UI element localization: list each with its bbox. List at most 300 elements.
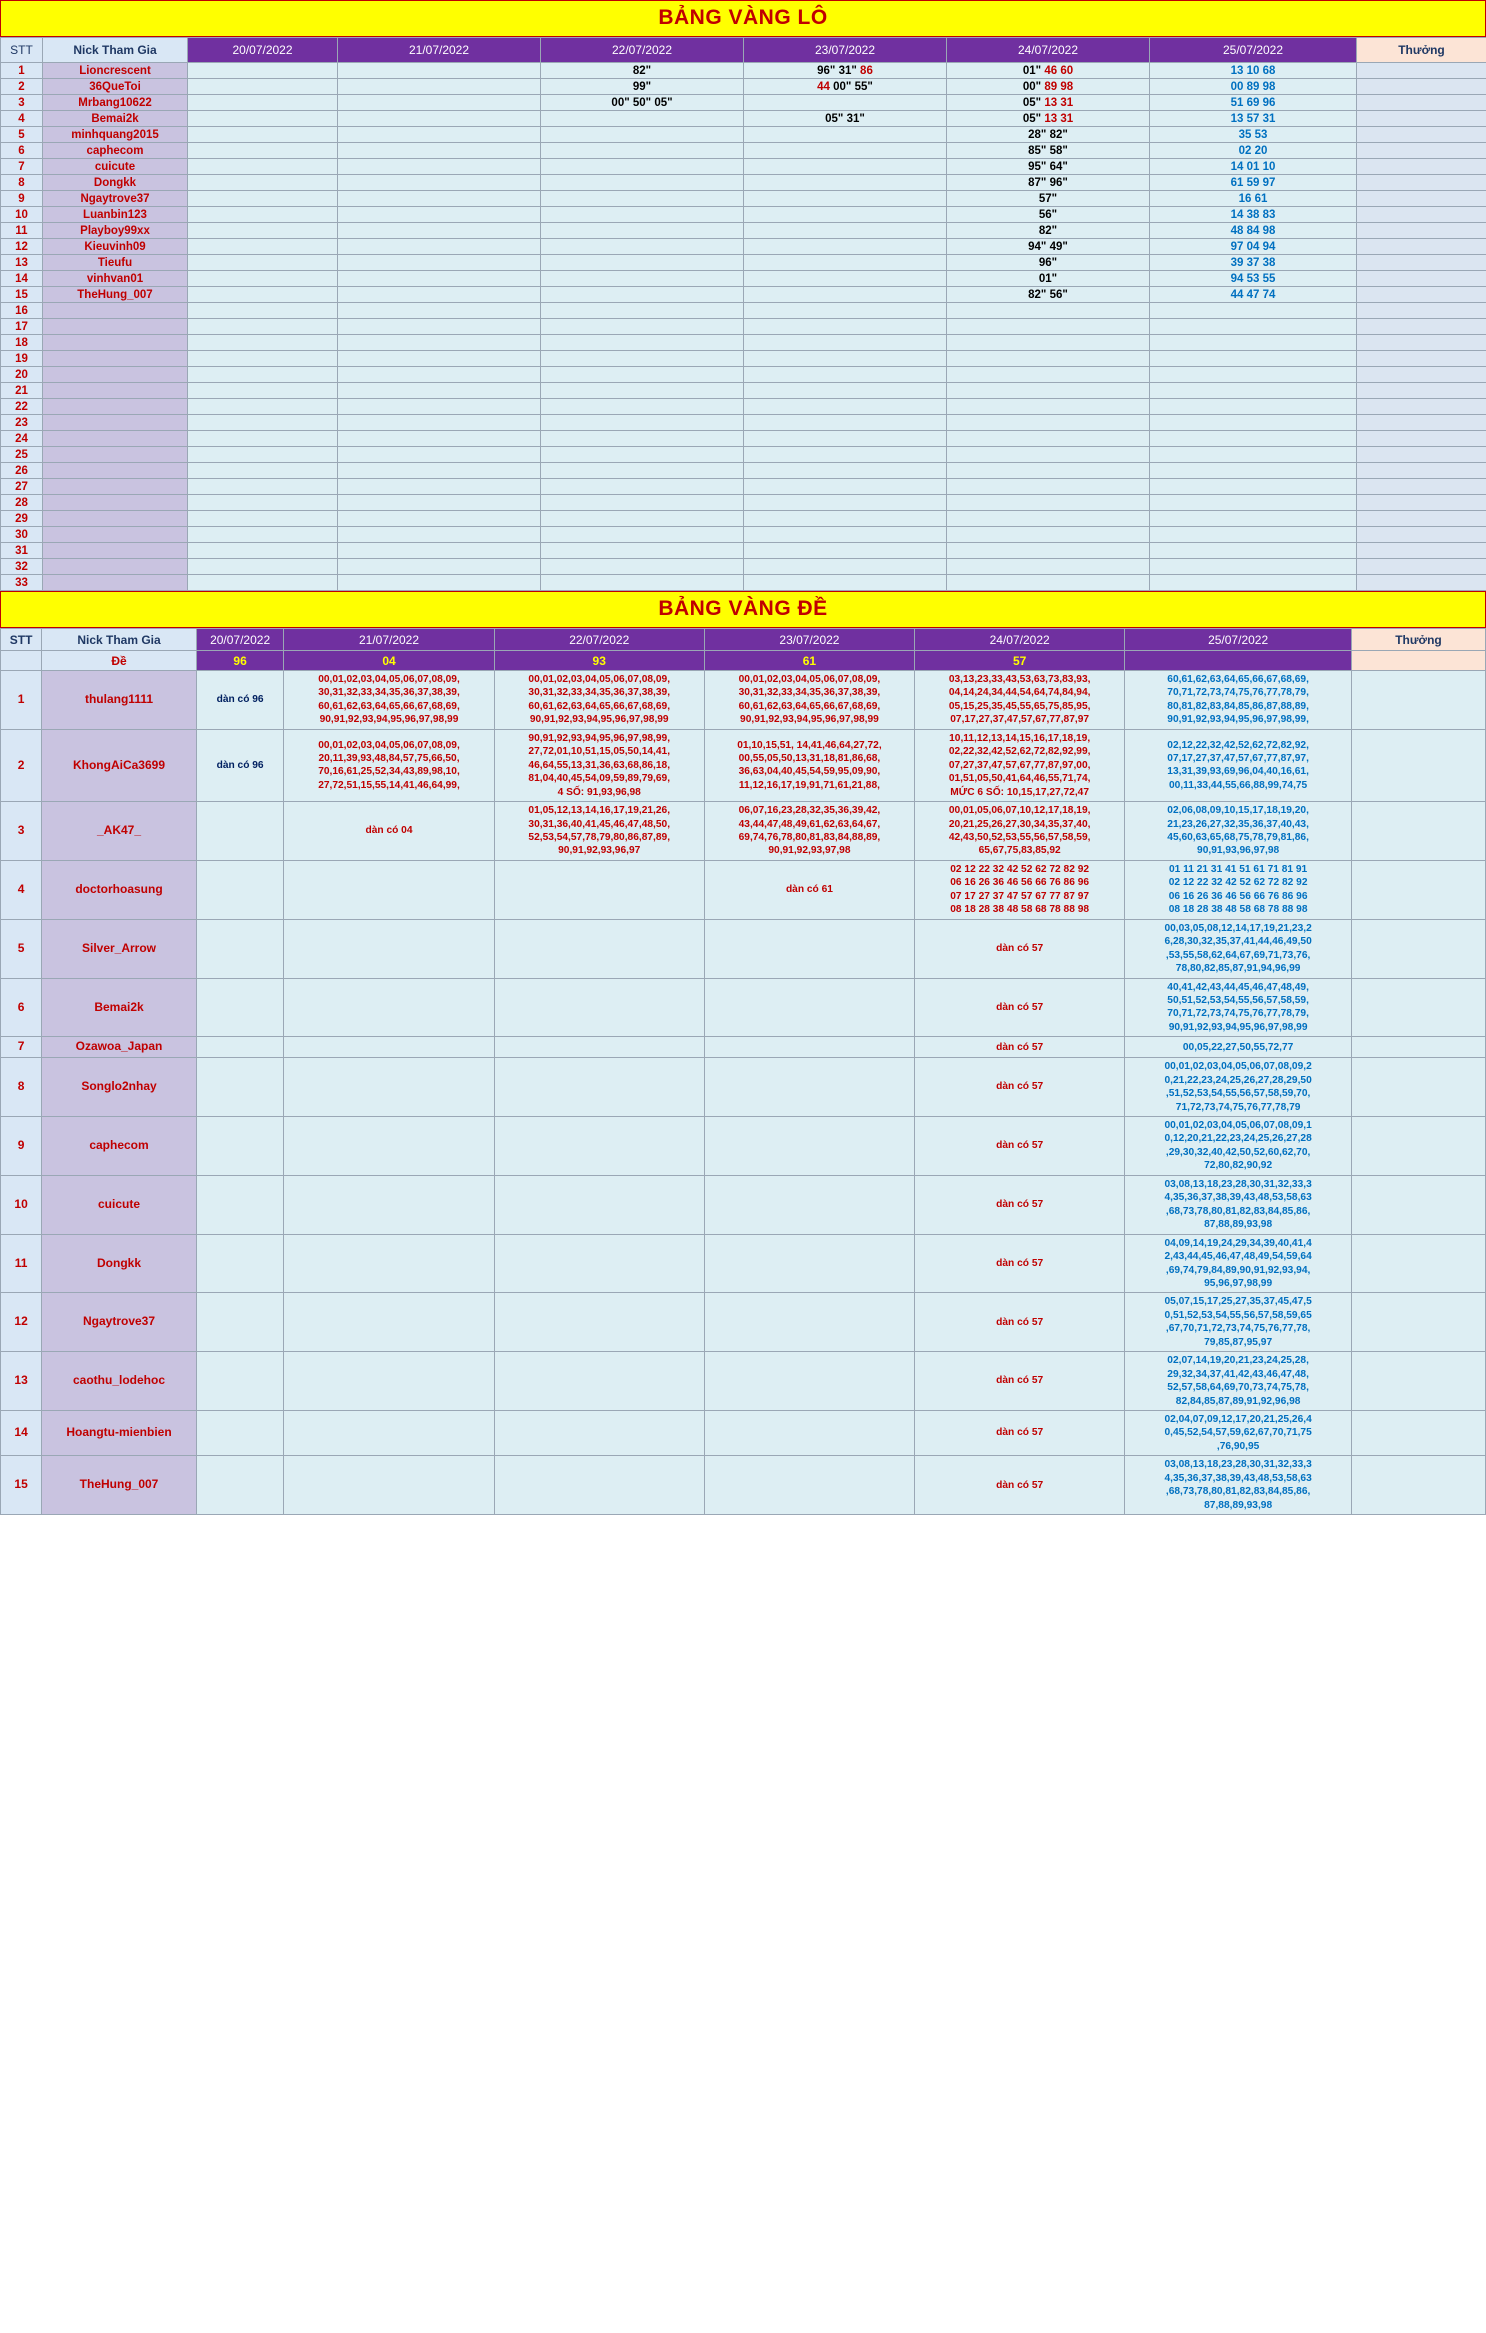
lo-cell-day-4: [744, 303, 947, 319]
lo-cell-win: 48 84 98: [1150, 223, 1357, 239]
table-row: [1, 1175, 1486, 1234]
table-row: [1, 543, 1486, 559]
table-row: [1, 159, 1486, 175]
lo-cell-stt: 4: [1, 111, 43, 127]
de-cell-day-6: 00,01,02,03,04,05,06,07,08,09,2 0,21,22,23,24,25,26,27,28,29,50 ,51,52,53,54,55,56,57,58,59,70, 71,72,73,74,75,76,77,78,79: [1125, 1058, 1352, 1117]
lo-cell-day-3: [541, 527, 744, 543]
de-cell-thuong: [1351, 860, 1485, 919]
de-subheader-result-6: [1125, 651, 1352, 671]
lo-cell-day-5: 01" 46 60: [947, 63, 1150, 79]
de-subheader-result-4: 61: [704, 651, 914, 671]
lo-cell-thuong: [1357, 399, 1486, 415]
de-cell-day-4: [704, 1175, 914, 1234]
lo-cell-stt: 2: [1, 79, 43, 95]
de-cell-day-3: [494, 1234, 704, 1293]
de-cell-nick: caphecom: [42, 1116, 197, 1175]
lo-cell-stt: 15: [1, 287, 43, 303]
lo-cell-day-3: [541, 127, 744, 143]
lo-cell-day-5: 00" 89 98: [947, 79, 1150, 95]
lo-cell-day-5: [947, 415, 1150, 431]
de-cell-day-2: [284, 860, 494, 919]
lo-cell-win: [1150, 335, 1357, 351]
lo-cell-day-4: [744, 127, 947, 143]
lo-cell-win: 02 20: [1150, 143, 1357, 159]
de-cell-stt: 3: [1, 802, 42, 861]
lo-cell-stt: 25: [1, 447, 43, 463]
lo-cell-day-2: [338, 175, 541, 191]
lo-cell-day-4: [744, 367, 947, 383]
lo-cell-day-2: [338, 575, 541, 591]
de-cell-nick: TheHung_007: [42, 1456, 197, 1515]
lo-cell-day-3: [541, 543, 744, 559]
lo-cell-nick: [43, 559, 188, 575]
lo-cell-day-1: [188, 111, 338, 127]
lo-cell-nick: Kieuvinh09: [43, 239, 188, 255]
lo-cell-day-4: [744, 207, 947, 223]
lo-cell-nick: [43, 335, 188, 351]
de-header-row: [1, 629, 1486, 651]
lo-cell-day-4: [744, 479, 947, 495]
lo-table-body: [1, 63, 1486, 591]
de-cell-day-5: 03,13,23,33,43,53,63,73,83,93, 04,14,24,34,44,54,64,74,84,94, 05,15,25,35,45,55,65,75,85,95, 07,17,27,37,47,57,67,77,87,97: [915, 671, 1125, 730]
lo-cell-day-1: [188, 127, 338, 143]
lo-cell-thuong: [1357, 559, 1486, 575]
lo-cell-thuong: [1357, 511, 1486, 527]
de-cell-day-6: 00,01,02,03,04,05,06,07,08,09,1 0,12,20,21,22,23,24,25,26,27,28 ,29,30,32,40,42,50,52,60,62,70, 72,80,82,90,92: [1125, 1116, 1352, 1175]
lo-cell-thuong: [1357, 415, 1486, 431]
lo-cell-stt: 1: [1, 63, 43, 79]
de-cell-day-6: 04,09,14,19,24,29,34,39,40,41,4 2,43,44,45,46,47,48,49,54,59,64 ,69,74,79,84,89,90,91,92,93,94, 95,96,97,98,99: [1125, 1234, 1352, 1293]
lo-cell-stt: 5: [1, 127, 43, 143]
lo-cell-day-3: [541, 191, 744, 207]
lo-cell-day-5: [947, 463, 1150, 479]
de-cell-day-2: [284, 1037, 494, 1058]
table-row: [1, 399, 1486, 415]
table-row: [1, 383, 1486, 399]
lo-cell-day-2: [338, 511, 541, 527]
table-row: [1, 802, 1486, 861]
table-row: [1, 79, 1486, 95]
lo-cell-win: [1150, 479, 1357, 495]
de-cell-stt: 11: [1, 1234, 42, 1293]
lo-cell-nick: 36QueToi: [43, 79, 188, 95]
de-cell-day-5: 00,01,05,06,07,10,12,17,18,19, 20,21,25,26,27,30,34,35,37,40, 42,43,50,52,53,55,56,57,58,59, 65,67,75,83,85,92: [915, 802, 1125, 861]
lo-cell-nick: [43, 303, 188, 319]
de-cell-nick: doctorhoasung: [42, 860, 197, 919]
lo-cell-day-5: [947, 543, 1150, 559]
lo-cell-day-3: [541, 511, 744, 527]
lo-cell-day-4: [744, 511, 947, 527]
lo-cell-day-2: [338, 495, 541, 511]
lo-cell-day-3: [541, 111, 744, 127]
lo-cell-day-5: [947, 383, 1150, 399]
de-cell-day-1: [196, 1293, 284, 1352]
de-cell-day-4: [704, 919, 914, 978]
de-cell-day-1: [196, 1234, 284, 1293]
lo-cell-day-4: [744, 159, 947, 175]
lo-cell-day-2: [338, 463, 541, 479]
de-cell-thuong: [1351, 1037, 1485, 1058]
lo-cell-thuong: [1357, 63, 1486, 79]
table-row: [1, 191, 1486, 207]
lo-header-nick: Nick Tham Gia: [43, 38, 188, 63]
lo-cell-day-5: 85" 58": [947, 143, 1150, 159]
lo-cell-day-1: [188, 239, 338, 255]
de-cell-nick: Ngaytrove37: [42, 1293, 197, 1352]
de-cell-day-2: [284, 919, 494, 978]
lo-cell-stt: 31: [1, 543, 43, 559]
lo-cell-thuong: [1357, 111, 1486, 127]
de-cell-day-2: [284, 1352, 494, 1411]
de-cell-day-1: [196, 1411, 284, 1456]
lo-cell-day-4: [744, 175, 947, 191]
lo-cell-thuong: [1357, 223, 1486, 239]
lo-cell-stt: 13: [1, 255, 43, 271]
lo-cell-day-2: [338, 63, 541, 79]
lo-cell-day-5: [947, 335, 1150, 351]
de-cell-day-5: 10,11,12,13,14,15,16,17,18,19, 02,22,32,42,52,62,72,82,92,99, 07,27,37,47,57,67,77,87,97,00, 01,51,05,50,41,64,46,55,71,74, MỨC 6 SỐ: 10,15,17,27,72,47: [915, 729, 1125, 801]
de-cell-day-5: 02 12 22 32 42 52 62 72 82 92 06 16 26 36 46 56 66 76 86 96 07 17 27 37 47 57 67 77 87 97 08 18 28 38 48 58 68 78 88 98: [915, 860, 1125, 919]
lo-cell-day-4: [744, 495, 947, 511]
lo-cell-win: [1150, 543, 1357, 559]
de-cell-day-5: dàn có 57: [915, 919, 1125, 978]
lo-cell-nick: Dongkk: [43, 175, 188, 191]
lo-cell-thuong: [1357, 239, 1486, 255]
lo-cell-thuong: [1357, 463, 1486, 479]
table-row: [1, 207, 1486, 223]
lo-cell-day-3: [541, 255, 744, 271]
de-cell-thuong: [1351, 671, 1485, 730]
lo-cell-nick: Ngaytrove37: [43, 191, 188, 207]
lo-cell-day-4: [744, 447, 947, 463]
lo-header-date-4: 23/07/2022: [744, 38, 947, 63]
lo-cell-day-1: [188, 543, 338, 559]
lo-cell-win: 39 37 38: [1150, 255, 1357, 271]
lo-cell-day-2: [338, 303, 541, 319]
de-cell-nick: KhongAiCa3699: [42, 729, 197, 801]
lo-cell-day-1: [188, 415, 338, 431]
de-cell-day-4: [704, 1293, 914, 1352]
de-table: [0, 628, 1486, 1515]
lo-cell-day-1: [188, 463, 338, 479]
de-cell-day-3: [494, 860, 704, 919]
table-row: [1, 1037, 1486, 1058]
de-cell-day-1: [196, 919, 284, 978]
lo-cell-thuong: [1357, 207, 1486, 223]
lo-header-date-3: 22/07/2022: [541, 38, 744, 63]
lo-header-thuong: Thưởng: [1357, 38, 1486, 63]
de-cell-stt: 12: [1, 1293, 42, 1352]
lo-header-stt: STT: [1, 38, 43, 63]
lo-cell-day-4: 44 00" 55": [744, 79, 947, 95]
lo-cell-win: 51 69 96: [1150, 95, 1357, 111]
de-cell-day-1: dàn có 96: [196, 671, 284, 730]
de-cell-nick: Ozawoa_Japan: [42, 1037, 197, 1058]
lo-cell-nick: minhquang2015: [43, 127, 188, 143]
lo-cell-day-2: [338, 399, 541, 415]
lo-cell-thuong: [1357, 383, 1486, 399]
lo-cell-stt: 26: [1, 463, 43, 479]
table-row: [1, 978, 1486, 1037]
lo-cell-day-3: [541, 239, 744, 255]
de-cell-nick: Dongkk: [42, 1234, 197, 1293]
lo-cell-day-5: [947, 367, 1150, 383]
de-cell-thuong: [1351, 1175, 1485, 1234]
lo-cell-stt: 23: [1, 415, 43, 431]
lo-cell-day-2: [338, 543, 541, 559]
lo-cell-day-3: [541, 575, 744, 591]
lo-cell-day-3: [541, 463, 744, 479]
lo-cell-nick: Luanbin123: [43, 207, 188, 223]
lo-cell-win: 16 61: [1150, 191, 1357, 207]
table-row: [1, 1293, 1486, 1352]
de-cell-day-3: 00,01,02,03,04,05,06,07,08,09, 30,31,32,33,34,35,36,37,38,39, 60,61,62,63,64,65,66,67,68,69, 90,91,92,93,94,95,96,97,98,99: [494, 671, 704, 730]
lo-cell-nick: Mrbang10622: [43, 95, 188, 111]
de-cell-stt: 4: [1, 860, 42, 919]
lo-cell-day-2: [338, 207, 541, 223]
lo-cell-day-3: [541, 143, 744, 159]
de-cell-thuong: [1351, 1352, 1485, 1411]
table-row: [1, 431, 1486, 447]
de-cell-nick: Bemai2k: [42, 978, 197, 1037]
lo-cell-day-1: [188, 223, 338, 239]
de-cell-day-1: [196, 1058, 284, 1117]
lo-cell-stt: 11: [1, 223, 43, 239]
lo-cell-day-4: [744, 559, 947, 575]
table-row: [1, 319, 1486, 335]
lo-cell-nick: Playboy99xx: [43, 223, 188, 239]
de-cell-thuong: [1351, 1058, 1485, 1117]
lo-cell-day-4: [744, 319, 947, 335]
lo-cell-day-2: [338, 319, 541, 335]
de-title-banner: BẢNG VÀNG ĐỀ: [0, 591, 1486, 628]
de-cell-day-2: [284, 1293, 494, 1352]
lo-cell-day-2: [338, 479, 541, 495]
lo-header-date-5: 24/07/2022: [947, 38, 1150, 63]
de-cell-day-1: [196, 802, 284, 861]
lo-cell-day-5: [947, 511, 1150, 527]
de-header-stt: STT: [1, 629, 42, 651]
lo-cell-win: 14 01 10: [1150, 159, 1357, 175]
lo-cell-day-5: [947, 447, 1150, 463]
lo-cell-day-1: [188, 479, 338, 495]
lo-cell-win: [1150, 559, 1357, 575]
lo-cell-day-1: [188, 79, 338, 95]
lo-cell-win: [1150, 303, 1357, 319]
table-row: [1, 239, 1486, 255]
de-cell-day-6: 01 11 21 31 41 51 61 71 81 91 02 12 22 32 42 52 62 72 82 92 06 16 26 36 46 56 66 76 86 96 08 18 28 38 48 58 68 78 88 98: [1125, 860, 1352, 919]
de-cell-day-4: [704, 1058, 914, 1117]
de-header-date-2: 21/07/2022: [284, 629, 494, 651]
lo-cell-stt: 3: [1, 95, 43, 111]
lo-cell-day-2: [338, 271, 541, 287]
de-cell-day-1: [196, 978, 284, 1037]
lo-cell-day-5: 57": [947, 191, 1150, 207]
lo-cell-win: 61 59 97: [1150, 175, 1357, 191]
de-cell-day-5: dàn có 57: [915, 1456, 1125, 1515]
lo-cell-day-4: [744, 255, 947, 271]
lo-cell-day-3: [541, 383, 744, 399]
lo-cell-day-4: [744, 335, 947, 351]
lo-cell-nick: [43, 511, 188, 527]
table-row: [1, 351, 1486, 367]
lo-cell-day-1: [188, 191, 338, 207]
de-cell-day-3: 90,91,92,93,94,95,96,97,98,99, 27,72,01,10,51,15,05,50,14,41, 46,64,55,13,31,36,63,68,86,18, 81,04,40,45,54,09,59,89,79,69, 4 SỐ: 91,93,96,98: [494, 729, 704, 801]
lo-cell-day-1: [188, 335, 338, 351]
lo-cell-day-2: [338, 431, 541, 447]
lo-cell-day-3: [541, 319, 744, 335]
lo-cell-thuong: [1357, 95, 1486, 111]
lo-cell-win: [1150, 415, 1357, 431]
lo-cell-day-5: [947, 319, 1150, 335]
lo-cell-day-1: [188, 175, 338, 191]
lo-cell-nick: cuicute: [43, 159, 188, 175]
lo-cell-day-5: 01": [947, 271, 1150, 287]
lo-cell-stt: 28: [1, 495, 43, 511]
lo-cell-day-4: [744, 415, 947, 431]
lo-cell-thuong: [1357, 287, 1486, 303]
lo-cell-day-2: [338, 111, 541, 127]
de-cell-day-3: 01,05,12,13,14,16,17,19,21,26, 30,31,36,40,41,45,46,47,48,50, 52,53,54,57,78,79,80,86,87,89, 90,91,92,93,96,97: [494, 802, 704, 861]
de-cell-day-1: [196, 1352, 284, 1411]
de-cell-day-4: 06,07,16,23,28,32,35,36,39,42, 43,44,47,48,49,61,62,63,64,67, 69,74,76,78,80,81,83,84,88,89, 90,91,92,93,97,98: [704, 802, 914, 861]
lo-cell-day-5: [947, 431, 1150, 447]
de-cell-day-6: 02,07,14,19,20,21,23,24,25,28, 29,32,34,37,41,42,43,46,47,48, 52,57,58,64,69,70,73,74,75,78, 82,84,85,87,89,91,92,96,98: [1125, 1352, 1352, 1411]
lo-cell-day-3: [541, 351, 744, 367]
lo-cell-day-1: [188, 431, 338, 447]
de-cell-day-3: [494, 1058, 704, 1117]
lo-cell-win: [1150, 367, 1357, 383]
lo-cell-day-3: [541, 207, 744, 223]
lo-cell-nick: [43, 543, 188, 559]
lo-cell-thuong: [1357, 351, 1486, 367]
de-subheader-stt: [1, 651, 42, 671]
de-cell-stt: 7: [1, 1037, 42, 1058]
table-row: [1, 671, 1486, 730]
lo-cell-win: [1150, 575, 1357, 591]
lo-cell-day-3: [541, 335, 744, 351]
table-row: [1, 111, 1486, 127]
de-cell-day-6: 60,61,62,63,64,65,66,67,68,69, 70,71,72,73,74,75,76,77,78,79, 80,81,82,83,84,85,86,87,88,89, 90,91,92,93,94,95,96,97,98,99,: [1125, 671, 1352, 730]
lo-cell-win: [1150, 351, 1357, 367]
table-row: [1, 63, 1486, 79]
lo-cell-day-3: [541, 447, 744, 463]
lo-cell-day-1: [188, 207, 338, 223]
lo-cell-nick: [43, 463, 188, 479]
de-cell-day-4: [704, 1116, 914, 1175]
table-row: [1, 729, 1486, 801]
lo-cell-stt: 16: [1, 303, 43, 319]
de-header-date-3: 22/07/2022: [494, 629, 704, 651]
de-header-date-4: 23/07/2022: [704, 629, 914, 651]
de-cell-day-2: 00,01,02,03,04,05,06,07,08,09, 30,31,32,33,34,35,36,37,38,39, 60,61,62,63,64,65,66,67,68,69, 90,91,92,93,94,95,96,97,98,99: [284, 671, 494, 730]
lo-cell-day-5: [947, 399, 1150, 415]
de-cell-nick: Hoangtu-mienbien: [42, 1411, 197, 1456]
lo-cell-day-4: [744, 543, 947, 559]
de-cell-day-5: dàn có 57: [915, 1411, 1125, 1456]
table-row: [1, 1456, 1486, 1515]
de-subheader-result-1: 96: [196, 651, 284, 671]
table-row: [1, 287, 1486, 303]
de-cell-day-6: 40,41,42,43,44,45,46,47,48,49, 50,51,52,53,54,55,56,57,58,59, 70,71,72,73,74,75,76,77,78,79, 90,91,92,93,94,95,96,97,98,99: [1125, 978, 1352, 1037]
de-cell-stt: 8: [1, 1058, 42, 1117]
table-row: [1, 447, 1486, 463]
table-row: [1, 415, 1486, 431]
lo-cell-day-1: [188, 447, 338, 463]
de-cell-thuong: [1351, 729, 1485, 801]
de-cell-day-2: [284, 1411, 494, 1456]
lo-cell-day-5: [947, 575, 1150, 591]
lo-cell-day-3: [541, 271, 744, 287]
lo-cell-day-4: [744, 143, 947, 159]
de-cell-day-1: [196, 1037, 284, 1058]
table-row: [1, 143, 1486, 159]
lo-cell-stt: 8: [1, 175, 43, 191]
lo-header-date-1: 20/07/2022: [188, 38, 338, 63]
lo-cell-day-3: 82": [541, 63, 744, 79]
de-table-body: [1, 671, 1486, 1515]
de-cell-day-3: [494, 1456, 704, 1515]
lo-cell-day-1: [188, 319, 338, 335]
lo-cell-thuong: [1357, 543, 1486, 559]
lo-cell-day-2: [338, 335, 541, 351]
table-row: [1, 223, 1486, 239]
table-row: [1, 559, 1486, 575]
de-cell-stt: 1: [1, 671, 42, 730]
de-header-date-5: 24/07/2022: [915, 629, 1125, 651]
de-cell-day-2: 00,01,02,03,04,05,06,07,08,09, 20,11,39,93,48,84,57,75,66,50, 70,16,61,25,52,34,43,89,98,10, 27,72,51,15,55,14,41,46,64,99,: [284, 729, 494, 801]
lo-cell-day-1: [188, 575, 338, 591]
de-cell-day-3: [494, 1116, 704, 1175]
table-row: [1, 1411, 1486, 1456]
lo-cell-thuong: [1357, 367, 1486, 383]
de-cell-day-1: dàn có 96: [196, 729, 284, 801]
de-cell-day-4: [704, 1234, 914, 1293]
lo-cell-day-4: 96" 31" 86: [744, 63, 947, 79]
lo-cell-day-2: [338, 95, 541, 111]
lo-cell-day-4: [744, 351, 947, 367]
de-cell-day-5: dàn có 57: [915, 1037, 1125, 1058]
lo-cell-day-5: [947, 351, 1150, 367]
lo-table: [0, 37, 1486, 591]
de-cell-day-4: [704, 1037, 914, 1058]
lo-cell-day-3: [541, 159, 744, 175]
de-subheader-row: [1, 651, 1486, 671]
lo-cell-day-2: [338, 143, 541, 159]
lo-cell-day-5: [947, 559, 1150, 575]
lo-cell-thuong: [1357, 431, 1486, 447]
de-cell-day-4: [704, 1411, 914, 1456]
lo-cell-day-3: [541, 303, 744, 319]
table-row: [1, 860, 1486, 919]
de-cell-day-2: [284, 1116, 494, 1175]
lo-cell-win: [1150, 463, 1357, 479]
lo-header-date-2: 21/07/2022: [338, 38, 541, 63]
lo-cell-day-5: 96": [947, 255, 1150, 271]
table-row: [1, 1234, 1486, 1293]
lo-cell-day-1: [188, 495, 338, 511]
de-cell-thuong: [1351, 1234, 1485, 1293]
lo-cell-day-2: [338, 383, 541, 399]
de-cell-nick: Silver_Arrow: [42, 919, 197, 978]
lo-cell-day-5: [947, 527, 1150, 543]
table-row: [1, 303, 1486, 319]
lo-cell-day-1: [188, 63, 338, 79]
lo-cell-nick: vinhvan01: [43, 271, 188, 287]
de-cell-nick: _AK47_: [42, 802, 197, 861]
de-cell-day-1: [196, 860, 284, 919]
de-cell-thuong: [1351, 1293, 1485, 1352]
